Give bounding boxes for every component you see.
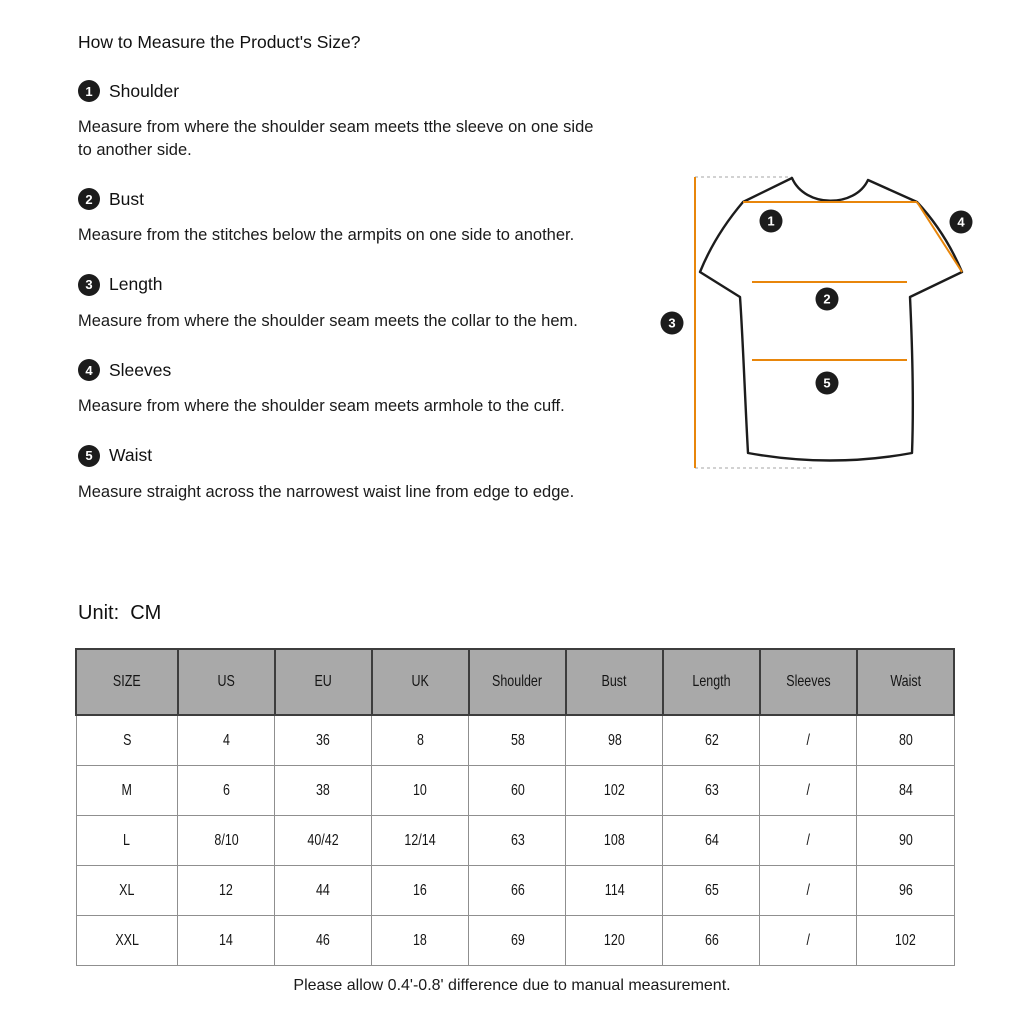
- cell-size: S: [76, 715, 178, 766]
- step-5-description: Measure straight across the narrowest waist line from edge to edge.: [78, 482, 575, 501]
- cell-shoulder: 66: [469, 866, 566, 916]
- cell-eu: 38: [275, 766, 372, 816]
- marker-2-bust: [816, 288, 839, 311]
- instruction-sleeves: [78, 359, 598, 418]
- cell-eu: 36: [275, 715, 372, 766]
- cell-us: 8/10: [178, 816, 275, 866]
- cell-waist: 84: [857, 766, 954, 816]
- header-cell-sleeves: Sleeves: [760, 649, 857, 715]
- cell-bust: 108: [566, 816, 663, 866]
- measurement-disclaimer: Please allow 0.4'-0.8' difference due to manual measurement.: [293, 977, 731, 994]
- svg-text:1: 1: [767, 213, 775, 229]
- cell-us: 6: [178, 766, 275, 816]
- cell-sleeves: /: [760, 715, 857, 766]
- cell-size: L: [76, 816, 178, 866]
- cell-bust: 102: [566, 766, 663, 816]
- instruction-waist: [78, 445, 598, 504]
- step-1-label: Shoulder: [109, 80, 180, 101]
- cell-bust: 98: [566, 715, 663, 766]
- cell-sleeves: /: [760, 816, 857, 866]
- instruction-bust: [78, 188, 598, 247]
- step-4-badge: 4: [78, 359, 100, 381]
- step-3-badge: 3: [78, 274, 100, 296]
- svg-text:4: 4: [957, 214, 965, 230]
- cell-uk: 10: [372, 766, 469, 816]
- cell-shoulder: 58: [469, 715, 566, 766]
- marker-3-length: [661, 312, 684, 335]
- cell-shoulder: 63: [469, 816, 566, 866]
- step-5-label: Waist: [109, 445, 153, 465]
- cell-us: 12: [178, 866, 275, 916]
- cell-eu: 46: [275, 916, 372, 966]
- header-cell-waist: Waist: [857, 649, 954, 715]
- cell-size: XL: [76, 866, 178, 916]
- instruction-length: [78, 274, 598, 333]
- header-cell-us: US: [178, 649, 275, 715]
- cell-shoulder: 60: [469, 766, 566, 816]
- cell-length: 64: [663, 816, 760, 866]
- step-2-badge: 2: [78, 188, 100, 210]
- cell-length: 66: [663, 916, 760, 966]
- cell-us: 14: [178, 916, 275, 966]
- svg-text:2: 2: [823, 291, 831, 307]
- cell-uk: 8: [372, 715, 469, 766]
- step-1-description: Measure from where the shoulder seam meets tthe sleeve on one side to another side.: [78, 118, 594, 159]
- unit-label: Unit: CM: [78, 602, 162, 624]
- header-cell-uk: UK: [372, 649, 469, 715]
- page-title: How to Measure the Product's Size?: [78, 32, 361, 52]
- cell-waist: 96: [857, 866, 954, 916]
- cell-us: 4: [178, 715, 275, 766]
- cell-uk: 12/14: [372, 816, 469, 866]
- header-cell-length: Length: [663, 649, 760, 715]
- header-cell-bust: Bust: [566, 649, 663, 715]
- step-3-description: Measure from where the shoulder seam meets the collar to the hem.: [78, 311, 578, 330]
- table-row-xxl: [76, 916, 954, 966]
- cell-size: XXL: [76, 916, 178, 966]
- table-row-l: [76, 816, 954, 866]
- step-2-description: Measure from the stitches below the armpits on one side to another.: [78, 226, 575, 244]
- svg-text:3: 3: [668, 315, 676, 331]
- header-cell-eu: EU: [275, 649, 372, 715]
- cell-waist: 102: [857, 916, 954, 966]
- header-cell-size: SIZE: [76, 649, 178, 715]
- tshirt-outline: [700, 178, 962, 461]
- step-2-label: Bust: [109, 188, 145, 209]
- size-chart-table: [75, 648, 955, 966]
- cell-length: 65: [663, 866, 760, 916]
- tshirt-measurement-diagram: [640, 150, 1024, 490]
- cell-size: M: [76, 766, 178, 816]
- step-3-label: Length: [109, 274, 163, 294]
- cell-bust: 114: [566, 866, 663, 916]
- instruction-shoulder: [78, 80, 598, 161]
- cell-bust: 120: [566, 916, 663, 966]
- cell-uk: 18: [372, 916, 469, 966]
- step-5-badge: 5: [78, 445, 100, 467]
- cell-eu: 40/42: [275, 816, 372, 866]
- table-row-s: [76, 715, 954, 766]
- cell-eu: 44: [275, 866, 372, 916]
- cell-sleeves: /: [760, 916, 857, 966]
- cell-sleeves: /: [760, 866, 857, 916]
- cell-length: 63: [663, 766, 760, 816]
- table-row-xl: [76, 866, 954, 916]
- step-4-label: Sleeves: [109, 359, 172, 380]
- step-1-badge: 1: [78, 80, 100, 102]
- table-row-m: [76, 766, 954, 816]
- header-cell-shoulder: Shoulder: [469, 649, 566, 715]
- cell-sleeves: /: [760, 766, 857, 816]
- cell-uk: 16: [372, 866, 469, 916]
- marker-5-waist: [816, 372, 839, 395]
- cell-length: 62: [663, 715, 760, 766]
- step-4-description: Measure from where the shoulder seam meets armhole to the cuff.: [78, 397, 565, 415]
- cell-waist: 80: [857, 715, 954, 766]
- cell-waist: 90: [857, 816, 954, 866]
- svg-text:5: 5: [823, 375, 831, 391]
- marker-4-sleeves: [950, 211, 973, 234]
- marker-1-shoulder: [760, 210, 783, 233]
- cell-shoulder: 69: [469, 916, 566, 966]
- table-header-row: [76, 649, 954, 715]
- instructions-column: [78, 24, 598, 503]
